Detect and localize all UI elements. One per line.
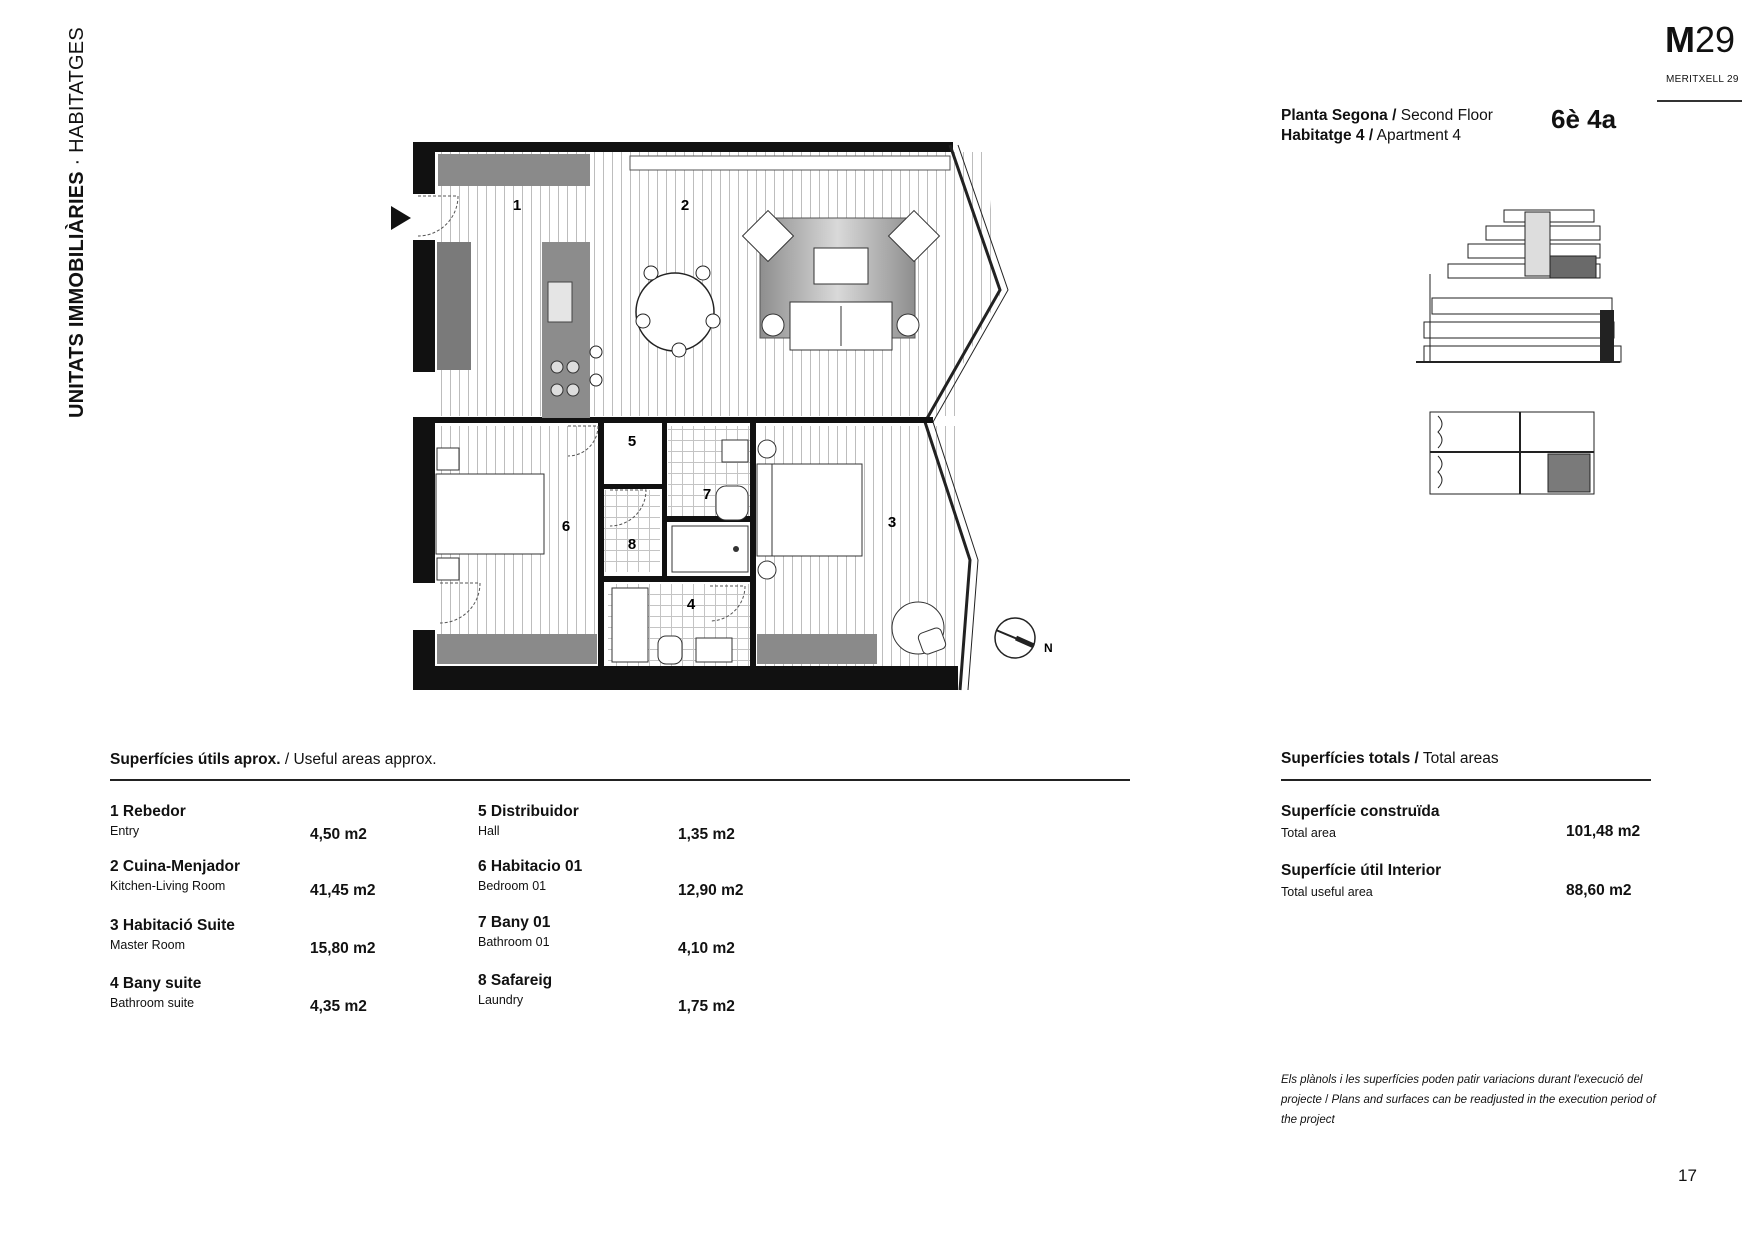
total-area-value: 101,48 m2 — [1566, 823, 1641, 840]
page-number: 17 — [1678, 1166, 1697, 1185]
room-name: 3 Habitació Suite — [110, 917, 235, 934]
chair — [696, 266, 710, 280]
brand-logo-light: 29 — [1695, 19, 1736, 60]
room-name-en: Bedroom 01 — [478, 879, 547, 893]
total-areas-title-bold: Superfícies totals / — [1281, 750, 1419, 767]
floor-key-thumbnail — [1430, 412, 1594, 494]
room-bathroom-01 — [478, 914, 818, 964]
plan-label-6: 6 — [561, 518, 571, 535]
wall — [600, 576, 756, 582]
room-name-en: Bathroom 01 — [478, 935, 550, 949]
dining-table — [636, 273, 714, 351]
apartment-label: Habitatge 4 / — [1281, 127, 1374, 144]
plan-label-8: 8 — [627, 536, 637, 553]
room-name-en: Laundry — [478, 993, 524, 1007]
disclaimer-note — [1281, 1070, 1661, 1130]
bathtub — [612, 588, 648, 662]
wall — [413, 417, 933, 423]
room-bedroom-01 — [478, 858, 818, 908]
side-title-separator: · — [66, 152, 88, 172]
toilet-icon — [716, 486, 748, 520]
plan-label-7: 7 — [702, 486, 712, 503]
room-area: 41,45 m2 — [310, 882, 376, 899]
plan-label-4: 4 — [686, 596, 696, 613]
side-title-light: HABITATGES — [66, 27, 88, 153]
room-name-en: Hall — [478, 824, 500, 838]
room-name-en: Bathroom suite — [110, 996, 195, 1010]
building-section-thumbnail — [1416, 210, 1621, 362]
disclaimer-ca: Els plànols i les superfícies poden patir variacions durant l'execució del projecte — [1281, 1074, 1643, 1106]
wall — [750, 420, 756, 670]
cooktop-icon — [551, 384, 563, 396]
wall — [413, 142, 953, 152]
room-area: 4,10 m2 — [678, 940, 735, 957]
room-kitchen-living — [110, 858, 450, 908]
bedside-lamp — [758, 440, 776, 458]
chair — [636, 314, 650, 328]
highlighted-unit-section — [1550, 256, 1596, 278]
room-laundry — [478, 972, 818, 1022]
chair — [644, 266, 658, 280]
master-wardrobe — [757, 634, 877, 664]
compass-north-label: N — [1044, 641, 1053, 655]
total-name-en: Total useful area — [1281, 885, 1373, 899]
brand-subtitle: MERITXELL 29 — [1666, 74, 1739, 85]
wall — [413, 666, 958, 690]
room-entry — [110, 803, 450, 853]
chair — [672, 343, 686, 357]
chair — [706, 314, 720, 328]
room-area: 1,75 m2 — [678, 998, 735, 1015]
cooktop-icon — [567, 361, 579, 373]
bar-stool — [590, 374, 602, 386]
room-name: 5 Distribuidor — [478, 803, 579, 820]
useful-areas-title — [110, 751, 437, 769]
room-area: 15,80 m2 — [310, 940, 376, 957]
brand-logo-bold: M — [1665, 19, 1695, 60]
room-name-en: Entry — [110, 824, 140, 838]
useful-areas-title-bold: Superfícies útils aprox. — [110, 751, 281, 768]
total-built-area — [1281, 803, 1661, 853]
side-table — [762, 314, 784, 336]
plan-label-2: 2 — [680, 197, 690, 214]
total-name: Superfície construïda — [1281, 803, 1440, 820]
kitchen-upper-cabinets — [438, 154, 590, 186]
room-name: 8 Safareig — [478, 972, 553, 989]
side-table — [897, 314, 919, 336]
room-suite-bath — [110, 975, 450, 1025]
highlighted-unit-key — [1548, 454, 1590, 492]
room-hall — [478, 803, 818, 853]
apartment-label-en: Apartment 4 — [1373, 127, 1462, 144]
total-areas-title-en: Total areas — [1418, 750, 1499, 767]
useful-areas-title-en: / Useful areas approx. — [280, 751, 437, 768]
plan-label-1: 1 — [512, 197, 522, 214]
bedside-lamp — [758, 561, 776, 579]
wall — [413, 240, 435, 372]
wall — [413, 418, 435, 583]
room-name-en: Master Room — [110, 938, 186, 952]
plan-label-3: 3 — [887, 514, 897, 531]
room-name: 2 Cuina-Menjador — [110, 858, 241, 875]
useful-areas-divider — [110, 779, 1130, 781]
wall — [598, 420, 604, 670]
nightstand — [437, 448, 459, 470]
room-area: 12,90 m2 — [678, 882, 744, 899]
sink-icon — [548, 282, 572, 322]
cooktop-icon — [551, 361, 563, 373]
entry-arrow-icon — [391, 206, 411, 230]
window-sill — [630, 156, 950, 170]
washbasin-icon — [722, 440, 748, 462]
disclaimer-separator: / — [1321, 1094, 1332, 1106]
kitchen-island — [542, 242, 590, 418]
room-name: 7 Bany 01 — [478, 914, 551, 931]
cooktop-icon — [567, 384, 579, 396]
total-name: Superfície útil Interior — [1281, 862, 1442, 879]
total-useful-area — [1281, 862, 1661, 912]
room-area: 4,50 m2 — [310, 826, 367, 843]
wall — [600, 484, 664, 489]
room-name: 1 Rebedor — [110, 803, 186, 820]
master-bed — [772, 464, 862, 556]
plan-label-5: 5 — [627, 433, 637, 450]
laundry-floor — [602, 490, 660, 572]
total-areas-title — [1281, 750, 1499, 768]
unit-code: 6è 4a — [1551, 104, 1617, 134]
floor-label: Planta Segona / — [1281, 107, 1397, 124]
bed — [436, 474, 544, 554]
bedroom-wardrobe — [437, 634, 597, 664]
coffee-table — [814, 248, 868, 284]
total-name-en: Total area — [1281, 826, 1336, 840]
floor-label-en: Second Floor — [1396, 107, 1493, 124]
wall — [413, 142, 435, 194]
wall — [662, 420, 667, 580]
total-area-value: 88,60 m2 — [1566, 882, 1632, 899]
room-master — [110, 917, 450, 967]
disclaimer-en: Plans and surfaces can be readjusted in the execution period of the project — [1281, 1094, 1656, 1126]
bar-stool — [590, 346, 602, 358]
side-title-bold: UNITATS IMMOBILIÀRIES — [66, 171, 88, 418]
washbasin-icon — [696, 638, 732, 662]
nightstand — [437, 558, 459, 580]
room-name-en: Kitchen-Living Room — [110, 879, 226, 893]
total-areas-divider — [1281, 779, 1651, 781]
room-area: 4,35 m2 — [310, 998, 367, 1015]
room-name: 6 Habitacio 01 — [478, 858, 583, 875]
room-area: 1,35 m2 — [678, 826, 735, 843]
room-name: 4 Bany suite — [110, 975, 202, 992]
toilet-icon — [658, 636, 682, 664]
wardrobe — [437, 242, 471, 370]
headboard — [757, 464, 772, 556]
